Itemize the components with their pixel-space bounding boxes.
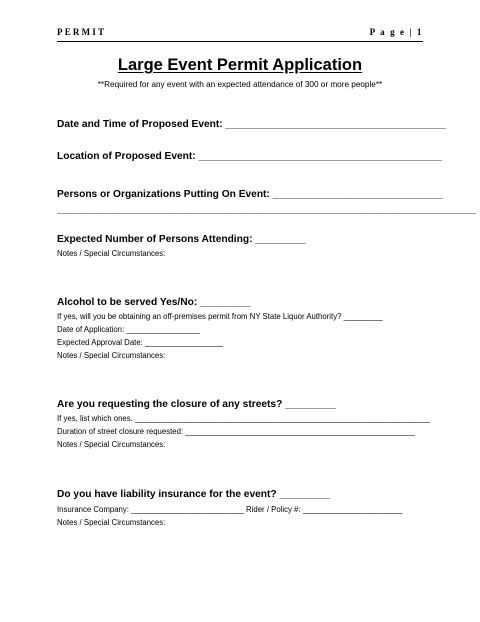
insurance-company-policy-field[interactable]: Insurance Company: __________________________ Rider / Policy #: _______________________	[57, 505, 403, 514]
attendance-notes-label: Notes / Special Circumstances:	[57, 249, 166, 258]
application-date-field[interactable]: Date of Application: _________________	[57, 325, 201, 334]
closure-duration-field[interactable]: Duration of street closure requested: _____________________________________________________	[57, 427, 416, 436]
running-header	[57, 27, 423, 42]
alcohol-notes-label: Notes / Special Circumstances:	[57, 351, 166, 360]
page-title: Large Event Permit Application	[117, 56, 363, 74]
header-permit-label: PERMIT	[57, 27, 107, 37]
date-time-field[interactable]: Date and Time of Proposed Event: _______________________________________	[57, 119, 447, 130]
persons-organizations-continuation[interactable]: __________________________________________________________________________	[57, 204, 477, 215]
liability-insurance-field[interactable]: Do you have liability insurance for the event? _________	[57, 489, 331, 500]
persons-organizations-field[interactable]: Persons or Organizations Putting On Event: ______________________________	[57, 189, 443, 200]
approval-date-field[interactable]: Expected Approval Date: __________________	[57, 338, 224, 347]
street-closure-field[interactable]: Are you requesting the closure of any streets? _________	[57, 399, 337, 410]
location-field[interactable]: Location of Proposed Event: ___________________________________________	[57, 151, 443, 162]
streets-list-field[interactable]: If yes, list which ones. ____________________________________________________________________	[57, 414, 430, 423]
streets-notes-label: Notes / Special Circumstances:	[57, 440, 166, 449]
expected-attendance-field[interactable]: Expected Number of Persons Attending: _________	[57, 234, 307, 245]
header-page-number: P a g e | 1	[369, 27, 423, 37]
attendance-requirement-note: **Required for any event with an expected attendance of 300 or more people**	[97, 80, 383, 89]
alcohol-served-field[interactable]: Alcohol to be served Yes/No: _________	[57, 297, 252, 308]
liquor-permit-field[interactable]: If yes, will you be obtaining an off-premises permit from NY State Liquor Authority? _________	[57, 312, 383, 321]
insurance-notes-label: Notes / Special Circumstances:	[57, 518, 166, 527]
